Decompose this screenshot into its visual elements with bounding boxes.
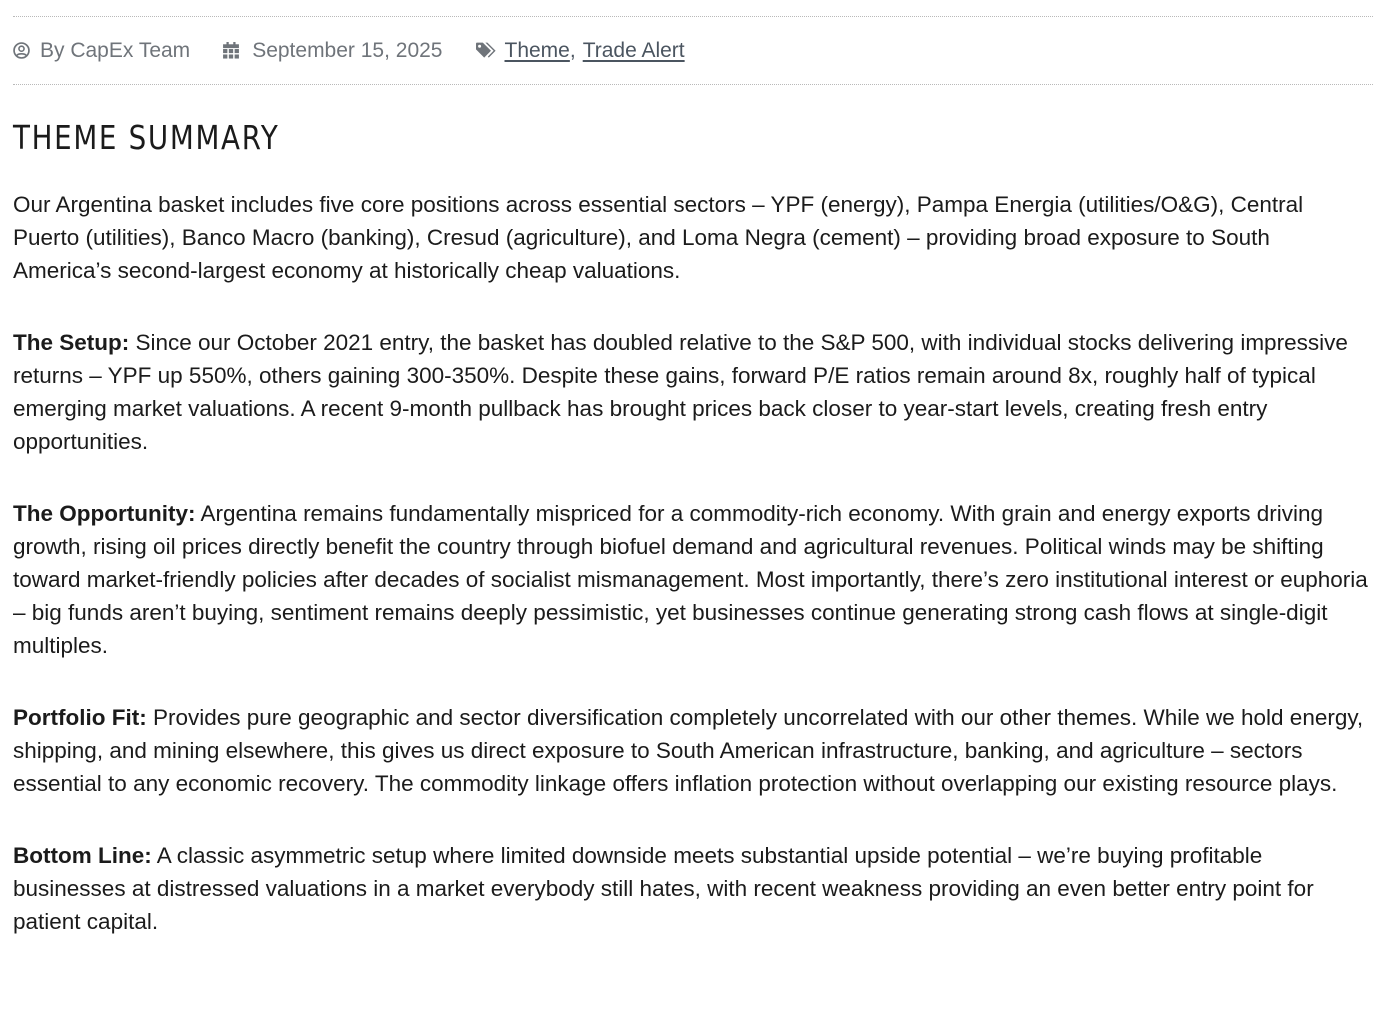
post-meta: [13, 17, 1373, 84]
meta-divider: [13, 84, 1373, 85]
tag-separator: ,: [569, 38, 576, 62]
portfolio-paragraph: [13, 701, 1373, 800]
tags-icon: [476, 42, 498, 59]
bottom-line-label: Bottom Line:: [13, 843, 152, 868]
author-meta: [13, 39, 190, 63]
setup-text: Since our October 2021 entry, the basket has doubled relative to the S&P 500, with individual stocks delivering impressive returns – YPF up 550%, others gaining 300-350%. Despite these gains, forward P/E ratios remain around 8x, roughly half of typical emerging market valuations. A recent 9-month pullback has brought prices back closer to year-start levels, creating fresh entry opportunities.: [13, 330, 1348, 454]
setup-label: The Setup:: [13, 330, 130, 355]
calendar-icon: [223, 42, 239, 59]
section-title: THEME SUMMARY: [13, 118, 280, 157]
opportunity-label: The Opportunity:: [13, 501, 196, 526]
bottom-line-paragraph: [13, 839, 1373, 938]
post-date: September 15, 2025: [252, 38, 443, 62]
user-circle-icon: [13, 42, 30, 59]
portfolio-label: Portfolio Fit:: [13, 705, 147, 730]
intro-paragraph: Our Argentina basket includes five core positions across essential sectors – YPF (energy), Pampa Energia (utilities/O&G), Central Puerto (utilities), Banco Macro (banking), Cresud (agriculture), and Loma Negra (cement) – providing broad exposure to South America’s second-largest economy at historically cheap valuations.: [13, 192, 1304, 283]
setup-paragraph: [13, 326, 1373, 458]
bottom-line-text: A classic asymmetric setup where limited downside meets substantial upside potential – we’re buying profitable businesses at distressed valuations in a market everybody still hates, with recent weakness providing an even better entry point for patient capital.: [13, 843, 1314, 934]
tag-link-theme[interactable]: Theme: [504, 38, 570, 62]
opportunity-text: Argentina remains fundamentally mispriced for a commodity-rich economy. With grain and energy exports driving growth, rising oil prices directly benefit the country through biofuel demand and agricultural revenues. Political winds may be shifting toward market-friendly policies after decades of socialist mismanagement. Most importantly, there’s zero institutional interest or euphoria – big funds aren’t buying, sentiment remains deeply pessimistic, yet businesses continue generating strong cash flows at single-digit multiples.: [13, 501, 1368, 658]
portfolio-text: Provides pure geographic and sector diversification completely uncorrelated with our other themes. While we hold energy, shipping, and mining elsewhere, this gives us direct exposure to South American infrastructure, banking, and agriculture – sectors essential to any economic recovery. The commodity linkage offers inflation protection without overlapping our existing resource plays.: [13, 705, 1364, 796]
opportunity-paragraph: [13, 497, 1373, 662]
article: [13, 0, 1373, 938]
tag-link-trade-alert[interactable]: Trade Alert: [582, 38, 685, 62]
tags-meta: [476, 39, 685, 63]
date-meta: [223, 39, 442, 63]
author-name: By CapEx Team: [40, 38, 191, 62]
